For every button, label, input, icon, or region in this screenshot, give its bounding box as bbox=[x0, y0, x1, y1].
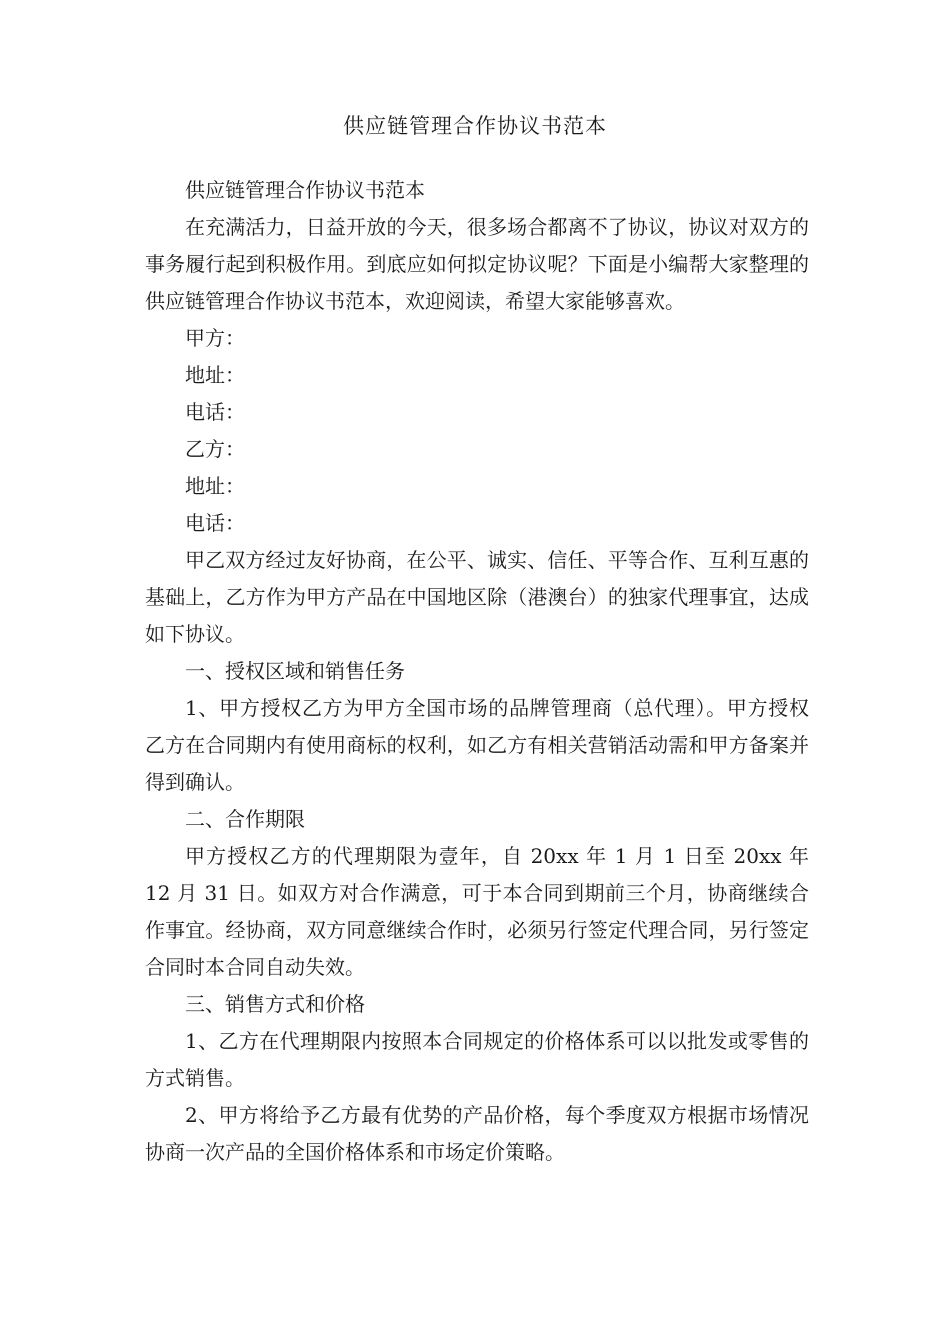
party-b-label: 乙方： bbox=[185, 437, 245, 461]
party-a-address-label: 地址： bbox=[185, 363, 245, 387]
clause-term: 甲方授权乙方的代理期限为壹年，自 20xx 年 1 月 1 日至 20xx 年 12 月 31 日。如双方对合作满意，可于本合同到期前三个月，协商继续合作事宜。经协商，双方同意继续合作时，必须另行签定代理合同，另行签定合同时本合同自动失效。 bbox=[145, 844, 809, 979]
clause-authorization-1: 1、甲方授权乙方为甲方全国市场的品牌管理商（总代理）。甲方授权 乙方在合同期内有使用商标的权利，如乙方有相关营销活动需和甲方备案并得到确认。 bbox=[145, 696, 809, 794]
party-b-phone-label: 电话： bbox=[185, 511, 245, 535]
party-b-address-label: 地址： bbox=[185, 474, 245, 498]
document-body bbox=[145, 172, 809, 1171]
paragraph-heading: 供应链管理合作协议书范本 bbox=[185, 178, 425, 202]
party-a-phone-label: 电话： bbox=[185, 400, 245, 424]
section-heading-sales: 三、销售方式和价格 bbox=[185, 992, 365, 1016]
clause-sales-1: 1、乙方在代理期限内按照本合同规定的价格体系可以以批发或零售的方式销售。 bbox=[145, 1029, 809, 1090]
party-a-label: 甲方： bbox=[185, 326, 245, 350]
section-heading-authorization: 一、授权区域和销售任务 bbox=[185, 659, 405, 683]
document-title: 供应链管理合作协议书范本 bbox=[343, 114, 607, 138]
section-heading-term: 二、合作期限 bbox=[185, 807, 305, 831]
paragraph-agreement: 甲乙双方经过友好协商，在公平、诚实、信任、平等合作、互利互惠的基础上，乙方作为甲方产品在中国地区除（港澳台）的独家代理事宜，达成如下协议。 bbox=[145, 548, 809, 646]
clause-sales-2: 2、甲方将给予乙方最有优势的产品价格，每个季度双方根据市场情况协商一次产品的全国价格体系和市场定价策略。 bbox=[145, 1103, 809, 1164]
paragraph-intro: 在充满活力，日益开放的今天，很多场合都离不了协议，协议对双方的事务履行起到积极作用。到底应如何拟定协议呢？下面是小编帮大家整理的供应链管理合作协议书范本，欢迎阅读，希望大家能够喜欢。 bbox=[145, 215, 809, 313]
